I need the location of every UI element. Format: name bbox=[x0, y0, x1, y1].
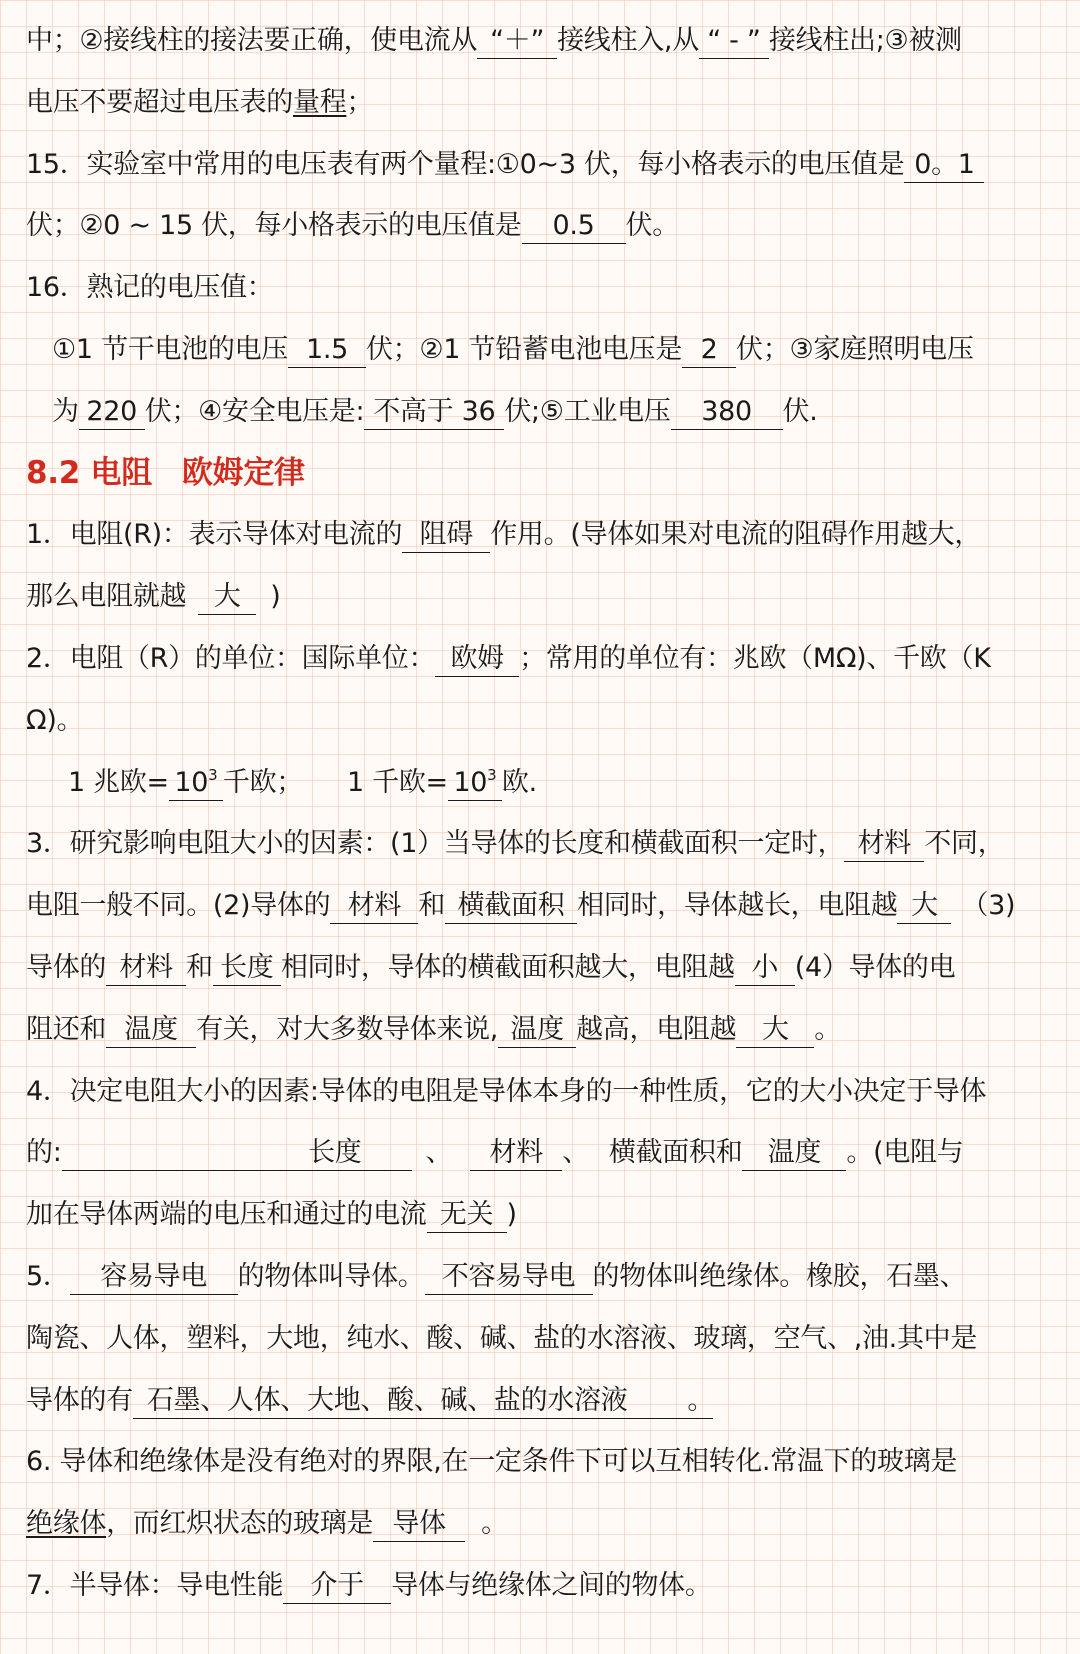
line-text: 3．研究影响电阻大小的因素：(1）当导体的长度和横截面积一定时， bbox=[26, 828, 845, 860]
line-text: 不同， bbox=[924, 828, 1005, 860]
base-value: 10 bbox=[453, 766, 488, 798]
fill-blank: 材料 bbox=[330, 889, 418, 924]
line-text: 加在导体两端的电压和通过的电流 bbox=[26, 1199, 427, 1231]
text-line bbox=[0, 134, 1080, 196]
line-text: （3) bbox=[961, 890, 1016, 922]
text-line bbox=[0, 1308, 1080, 1370]
line-text: 16．熟记的电压值： bbox=[26, 272, 274, 304]
underlined-term: 量程 bbox=[293, 86, 347, 118]
line-text: 2．电阻（R）的单位：国际单位： bbox=[26, 642, 436, 674]
text-line bbox=[0, 1184, 1080, 1246]
text-line bbox=[0, 1370, 1080, 1432]
line-text: 电阻一般不同。(2)导体的 bbox=[26, 890, 331, 922]
text-line bbox=[0, 752, 1080, 814]
line-text: 伏；②0 ~ 15 伏，每小格表示的电压值是 bbox=[26, 210, 522, 242]
fill-blank: 长度 bbox=[62, 1136, 412, 1171]
fill-blank: 220 bbox=[79, 395, 145, 430]
line-text: 伏;⑤工业电压 bbox=[504, 395, 671, 427]
line-text: 、 bbox=[562, 1137, 589, 1169]
fill-blank: “ - ” bbox=[699, 24, 769, 59]
line-text: 、 bbox=[425, 1137, 453, 1169]
line-text: 陶瓷、人体，塑料，大地，纯水、酸、碱、盐的水溶液、玻璃，空气、,油.其中是 bbox=[26, 1322, 978, 1354]
fill-blank bbox=[133, 1384, 713, 1419]
text-line bbox=[0, 813, 1080, 875]
line-text: 千欧； bbox=[222, 766, 303, 798]
text-line bbox=[0, 1493, 1080, 1555]
line-text: ； bbox=[346, 86, 374, 118]
line-text: ；常用的单位有：兆欧（MΩ)、千欧（K bbox=[519, 642, 991, 674]
line-text: 中；②接线柱的接法要正确，使电流从 bbox=[26, 25, 478, 56]
line-text: 1．电阻(R)：表示导体对电流的 bbox=[26, 519, 403, 551]
answer-text: 石墨、人体、大地、酸、碱、盐的水溶液 bbox=[146, 1384, 628, 1416]
fill-blank: 0.5 bbox=[522, 209, 626, 244]
text-line bbox=[0, 10, 1080, 72]
line-text: 电压不要超过电压表的 bbox=[26, 86, 293, 118]
fill-blank: 阻碍 bbox=[402, 518, 490, 553]
line-text: 伏；②1 节铅蓄电池电压是 bbox=[365, 333, 683, 365]
text-line bbox=[0, 1555, 1080, 1617]
line-text: 作用。(导体如果对电流的阻碍作用越大， bbox=[490, 519, 982, 551]
line-text: 为 bbox=[52, 395, 79, 427]
base-value: 10 bbox=[174, 766, 209, 798]
line-text: 的: bbox=[26, 1137, 62, 1169]
fill-blank bbox=[169, 766, 223, 801]
fill-blank: 不容易导电 bbox=[425, 1260, 593, 1295]
line-text: 伏；④安全电压是: bbox=[144, 395, 365, 427]
text-line bbox=[0, 1246, 1080, 1308]
line-text: 5． bbox=[26, 1260, 70, 1292]
line-text: 。 bbox=[481, 1508, 508, 1540]
answer-end: 。 bbox=[687, 1384, 715, 1416]
fill-blank: 容易导电 bbox=[70, 1260, 238, 1295]
text-line bbox=[0, 195, 1080, 257]
line-text: 。 bbox=[814, 1013, 841, 1045]
exponent: 3 bbox=[208, 765, 218, 784]
text-line bbox=[0, 628, 1080, 690]
fill-blank: 材料 bbox=[844, 827, 924, 862]
fill-blank: 不高于 36 bbox=[364, 395, 504, 430]
fill-blank: 材料 bbox=[470, 1136, 562, 1171]
line-text: 欧. bbox=[501, 766, 537, 798]
fill-blank: 温度 bbox=[742, 1136, 846, 1171]
fill-blank: 0。1 bbox=[904, 148, 984, 183]
line-text: ) bbox=[506, 1199, 517, 1231]
exponent: 3 bbox=[487, 765, 497, 784]
line-text: 导体的有 bbox=[26, 1384, 133, 1416]
line-text: 相同时，导体越长，电阻越 bbox=[577, 890, 898, 922]
text-line bbox=[0, 1431, 1080, 1493]
line-text: 越高，电阻越 bbox=[576, 1013, 737, 1045]
text-line bbox=[0, 937, 1080, 999]
line-text: (4）导体的电 bbox=[794, 951, 956, 983]
line-text: ，而红炽状态的玻璃是 bbox=[106, 1508, 374, 1540]
fill-blank: 欧姆 bbox=[435, 642, 519, 677]
line-text: 。(电阻与 bbox=[846, 1137, 964, 1169]
text-line bbox=[0, 690, 1080, 752]
line-text: 1 兆欧= bbox=[68, 766, 169, 798]
line-text: 15．实验室中常用的电压表有两个量程:①0~3 伏，每小格表示的电压值是 bbox=[26, 148, 905, 180]
line-text: 伏；③家庭照明电压 bbox=[736, 333, 974, 365]
fill-blank: 横截面积 bbox=[445, 889, 577, 924]
line-text: 接线柱出;③被测 bbox=[768, 25, 962, 56]
line-text: 相同时，导体的横截面积越大，电阻越 bbox=[280, 951, 735, 983]
text-line bbox=[0, 566, 1080, 628]
line-text: 1 千欧= bbox=[347, 766, 448, 798]
fill-blank: 大 bbox=[736, 1013, 814, 1048]
line-text: 7．半导体：导电性能 bbox=[26, 1569, 284, 1601]
line-text: ) bbox=[270, 581, 281, 613]
fill-blank: 2 bbox=[682, 333, 736, 368]
text-line bbox=[0, 1061, 1080, 1123]
fill-blank: 导体 bbox=[373, 1507, 465, 1542]
section-heading bbox=[0, 443, 1080, 505]
fill-blank bbox=[448, 766, 502, 801]
text-line bbox=[0, 319, 1080, 381]
text-line bbox=[0, 257, 1080, 319]
line-text: 伏。 bbox=[625, 210, 679, 242]
fill-blank: 1.5 bbox=[288, 333, 366, 368]
text-line bbox=[0, 875, 1080, 937]
text-line bbox=[0, 999, 1080, 1061]
line-text: 和 bbox=[186, 951, 213, 983]
fill-blank: 温度 bbox=[106, 1013, 196, 1048]
text-line bbox=[0, 381, 1080, 443]
fill-blank: 大 bbox=[897, 889, 951, 924]
section-number-title: 8.2 电阻 bbox=[26, 454, 152, 491]
line-text: 伏. bbox=[782, 395, 818, 427]
fill-blank: “＋” bbox=[477, 24, 557, 59]
line-text: 有关，对大多数导体来说, bbox=[196, 1013, 499, 1045]
fill-blank: 长度 bbox=[213, 951, 281, 986]
line-text: Ω)。 bbox=[26, 704, 84, 736]
line-text: 横截面积和 bbox=[608, 1137, 743, 1169]
line-text: 的物体叫导体。 bbox=[237, 1260, 425, 1292]
fill-blank: 介于 bbox=[283, 1569, 391, 1604]
text-line bbox=[0, 1122, 1080, 1184]
line-text: 接线柱入,从 bbox=[557, 25, 699, 56]
fill-blank: 无关 bbox=[427, 1198, 507, 1233]
line-text: ①1 节干电池的电压 bbox=[52, 333, 288, 365]
fill-blank: 大 bbox=[198, 580, 256, 615]
fill-blank: 材料 bbox=[106, 951, 186, 986]
line-text: 导体的 bbox=[26, 951, 107, 983]
line-text: 4．决定电阻大小的因素:导体的电阻是导体本身的一种性质，它的大小决定于导体 bbox=[26, 1075, 987, 1107]
underlined-term: 绝缘体 bbox=[26, 1508, 107, 1540]
line-text: 导体与绝缘体之间的物体。 bbox=[391, 1569, 712, 1601]
text-line bbox=[0, 72, 1080, 134]
line-text: 6. 导体和绝缘体是没有绝对的界限,在一定条件下可以互相转化.常温下的玻璃是 bbox=[26, 1446, 958, 1478]
line-text: 的物体叫绝缘体。橡胶，石墨、 bbox=[592, 1260, 967, 1292]
fill-blank: 380 bbox=[671, 395, 783, 430]
text-line bbox=[0, 504, 1080, 566]
line-text: 和 bbox=[418, 890, 446, 922]
section-subtitle: 欧姆定律 bbox=[181, 454, 305, 491]
line-text: 那么电阻就越 bbox=[26, 581, 187, 613]
fill-blank: 温度 bbox=[498, 1013, 576, 1048]
fill-blank: 小 bbox=[735, 951, 795, 986]
line-text: 阻还和 bbox=[26, 1013, 107, 1045]
